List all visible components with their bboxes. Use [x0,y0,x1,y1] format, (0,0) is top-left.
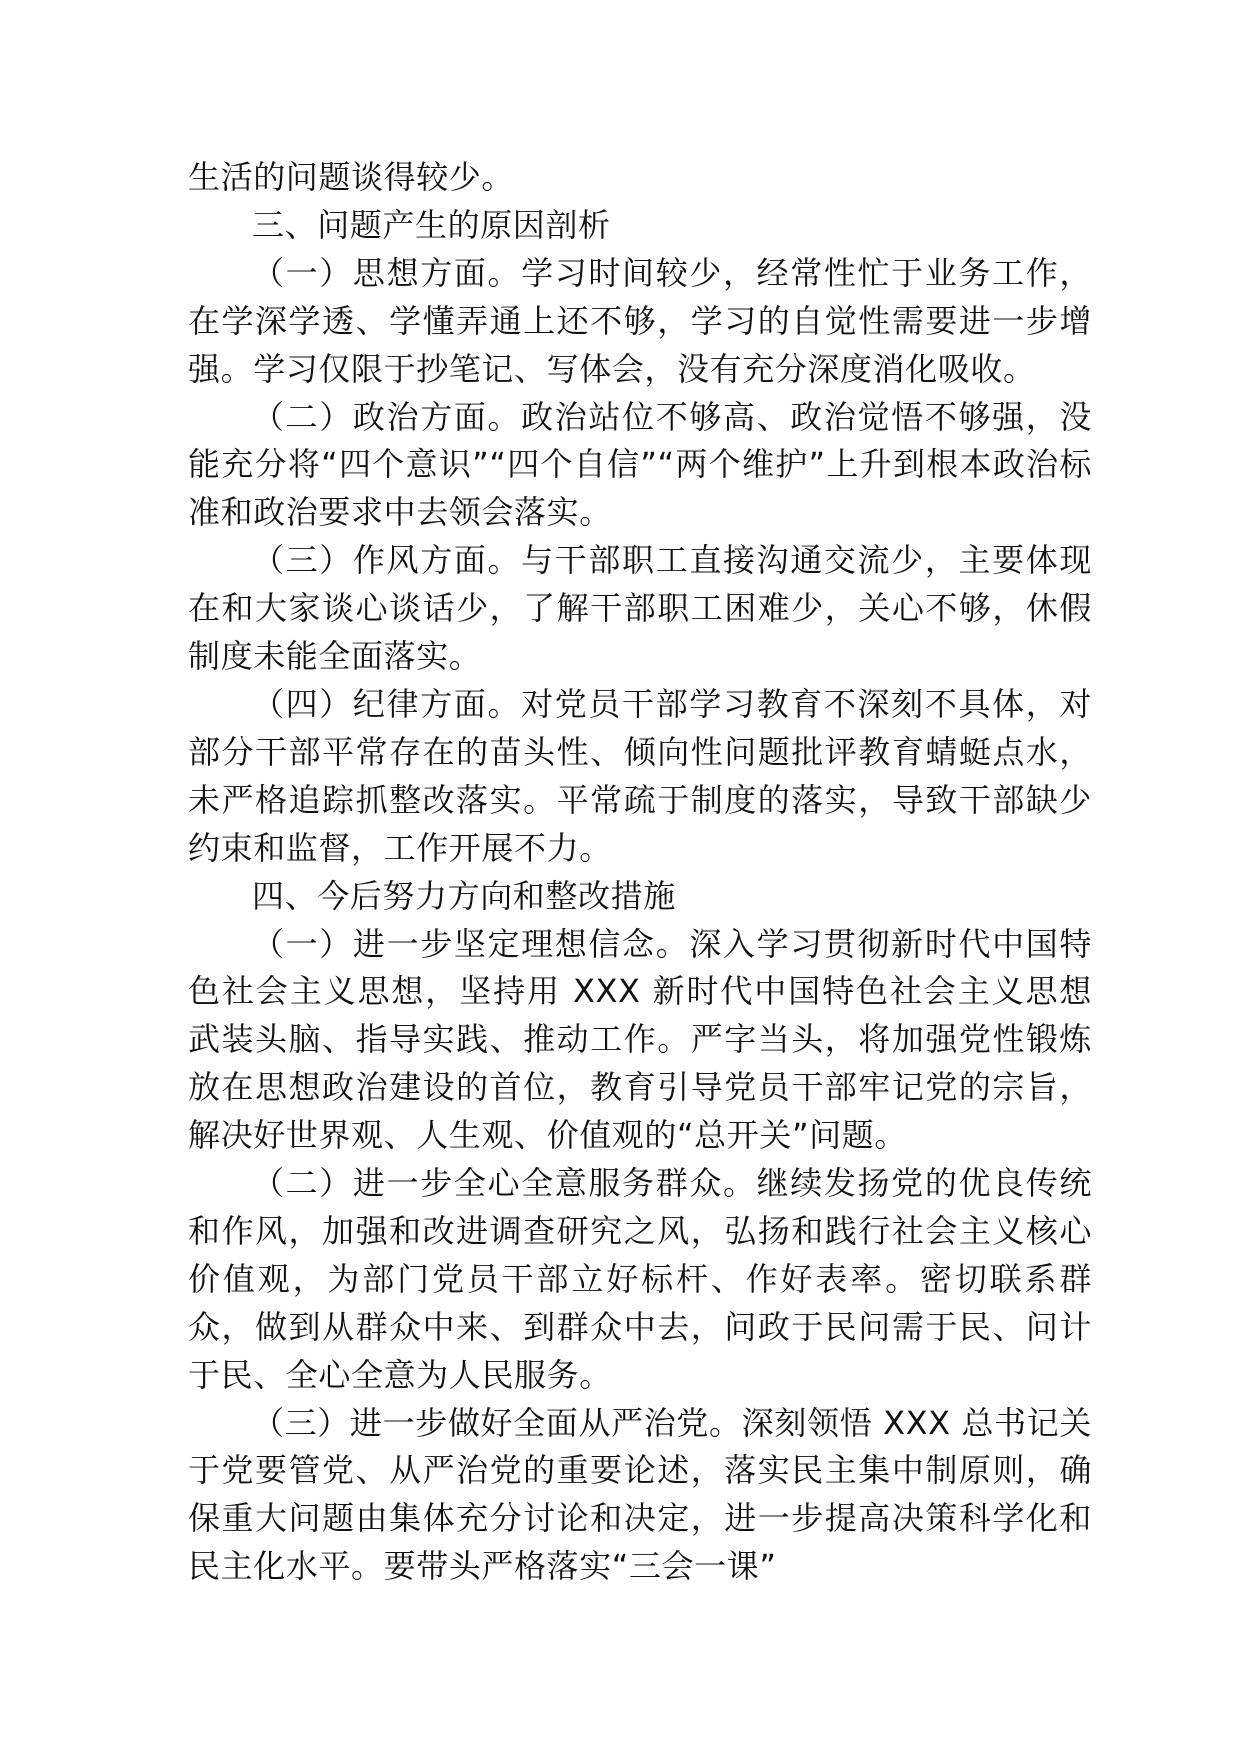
section-heading-3: 三、问题产生的原因剖析 [252,205,611,244]
paragraph-party-governance: （三）进一步做好全面从严治党。深刻领悟 XXX 总书记关于党要管党、从严治党的重要论述，落实民主集中制原则，确保重大问题由集体充分讨论和决定，进一步提高决策科学化和民主化水平。要带头严格落实“三会一课” [188,1403,1092,1586]
document-page [188,154,1092,1591]
paragraph-thought: （一）思想方面。学习时间较少，经常性忙于业务工作，在学深学透、学懂弄通上还不够，学习的自觉性需要进一步增强。学习仅限于抄笔记、写体会，没有充分深度消化吸收。 [188,253,1092,388]
paragraph-discipline: （四）纪律方面。对党员干部学习教育不深刻不具体，对部分干部平常存在的苗头性、倾向性问题批评教育蜻蜓点水，未严格追踪抓整改落实。平常疏于制度的落实，导致干部缺少约束和监督，工作开展不力。 [188,684,1092,867]
paragraph-serve-masses: （二）进一步全心全意服务群众。继续发扬党的优良传统和作风，加强和改进调查研究之风，弘扬和践行社会主义核心价值观，为部门党员干部立好标杆、作好表率。密切联系群众，做到从群众中来、到群众中去，问政于民问需于民、问计于民、全心全意为人民服务。 [188,1164,1092,1394]
paragraph-style: （三）作风方面。与干部职工直接沟通交流少，主要体现在和大家谈心谈话少，了解干部职工困难少，关心不够，休假制度未能全面落实。 [188,541,1092,676]
paragraph-ideals: （一）进一步坚定理想信念。深入学习贯彻新时代中国特色社会主义思想，坚持用 XXX 新时代中国特色社会主义思想武装头脑、指导实践、推动工作。严字当头，将加强党性锻炼放在思想政治建设的首位，教育引导党员干部牢记党的宗旨，解决好世界观、人生观、价值观的“总开关”问题。 [188,924,1092,1155]
section-heading-4: 四、今后努力方向和整改措施 [252,876,676,915]
paragraph-continuation: 生活的问题谈得较少。 [188,158,515,196]
paragraph-politics: （二）政治方面。政治站位不够高、政治觉悟不够强，没能充分将“四个意识”“四个自信”“两个维护”上升到根本政治标准和政治要求中去领会落实。 [188,397,1092,532]
